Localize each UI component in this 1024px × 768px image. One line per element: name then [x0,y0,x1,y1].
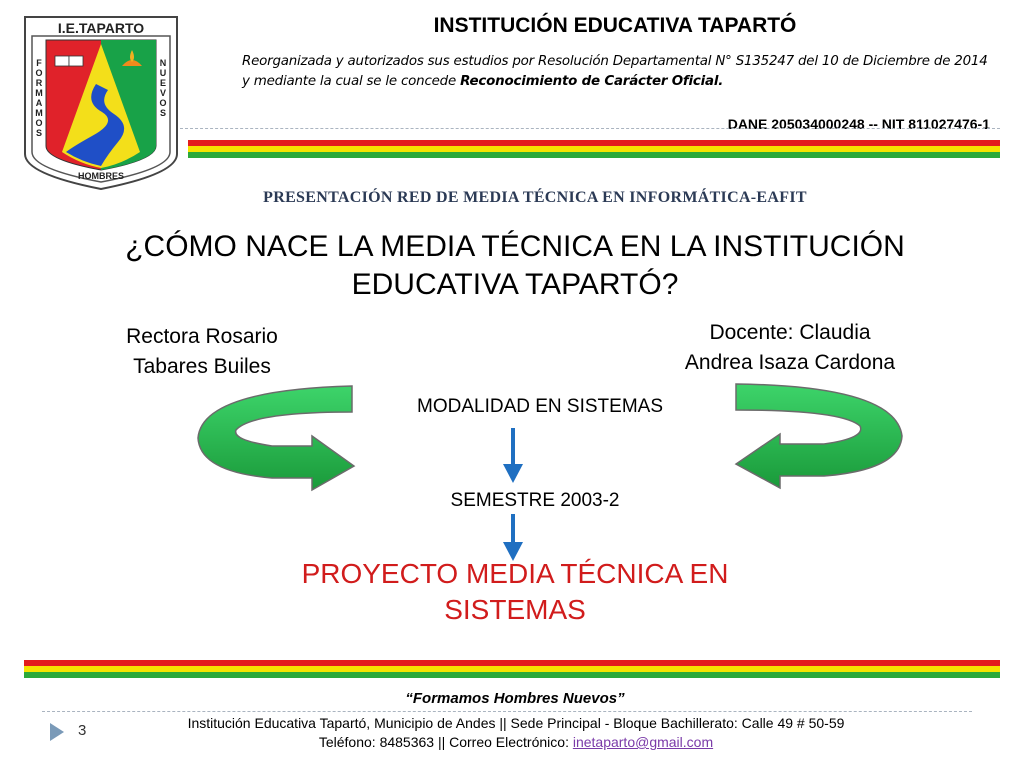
logo-letter: E [159,78,167,88]
logo-letter: F [36,58,42,68]
main-question [60,228,970,304]
play-icon [48,721,66,743]
logo-letter: V [159,88,167,98]
logo-letter: A [35,98,43,108]
project-title [230,556,800,628]
dane-nit-label: DANE 205034000248 -- NIT 811027476-1 [727,116,990,132]
logo-letter: O [159,98,167,108]
school-motto: “Formamos Hombres Nuevos” [405,690,625,707]
logo-letter: M [35,108,43,118]
logo-letter: U [159,68,167,78]
institution-title: INSTITUCIÓN EDUCATIVA TAPARTÓ [433,14,797,37]
footer-dashed-divider [42,711,972,712]
left-curved-arrow [192,382,358,494]
teacher-line-2: Andrea Isaza Cardona [684,351,896,374]
logo-letter: R [35,78,43,88]
down-arrow-2 [502,514,524,562]
footer-address: Institución Educativa Tapartó, Municipio de Andes || Sede Principal - Bloque Bachillerato: Calle 49 # 50-59 [187,715,845,731]
teacher-line-1: Docente: Claudia [709,321,871,344]
header-flag-stripe [188,140,1000,158]
logo-bottom-text: HOMBRES [77,171,125,181]
question-line-1: ¿CÓMO NACE LA MEDIA TÉCNICA EN LA INSTITUCIÓN [125,230,905,263]
logo-letter: O [35,118,43,128]
down-arrow-1 [502,428,524,484]
rector-line-1: Rectora Rosario [126,325,278,348]
subtitle-line-2-bold: Reconocimiento de Carácter Oficial. [460,74,724,89]
footer-flag-stripe [24,660,1000,678]
logo-right-vertical-text [159,58,166,118]
logo-letter: S [35,128,43,138]
teacher-name [660,318,920,378]
project-line-1: PROYECTO MEDIA TÉCNICA EN [301,558,729,589]
header-subtitle [242,52,1002,92]
semestre-label: SEMESTRE 2003-2 [450,490,620,511]
logo-letter: M [35,88,43,98]
project-line-2: SISTEMAS [444,594,586,625]
header-dashed-divider [180,128,1000,129]
presentation-title: PRESENTACIÓN RED DE MEDIA TÉCNICA EN INFORMÁTICA-EAFIT [263,189,807,206]
school-logo [22,14,180,192]
question-line-2: EDUCATIVA TAPARTÓ? [351,268,679,301]
email-link[interactable]: inetaparto@gmail.com [572,734,714,750]
logo-letter: S [159,108,167,118]
rector-name [102,322,302,382]
logo-letter: N [159,58,167,68]
subtitle-line-2-prefix: y mediante la cual se le concede [242,74,461,89]
rector-line-2: Tabares Builes [133,355,271,378]
logo-letter: O [35,68,43,78]
logo-left-vertical-text [35,58,43,138]
footer-contact [100,714,932,752]
footer-phone: Teléfono: 8485363 || Correo Electrónico: [318,734,573,750]
flag-green-band [24,672,1000,678]
slide-number: 3 [78,722,87,739]
subtitle-line-1: Reorganizada y autorizados sus estudios por Resolución Departamental N° S135247 del 10 de Diciembre de 2014 [242,54,988,69]
flag-green-band [188,152,1000,158]
logo-top-text: I.E.TAPARTO [57,20,145,36]
modalidad-label: MODALIDAD EN SISTEMAS [417,396,663,417]
right-curved-arrow [732,380,904,492]
